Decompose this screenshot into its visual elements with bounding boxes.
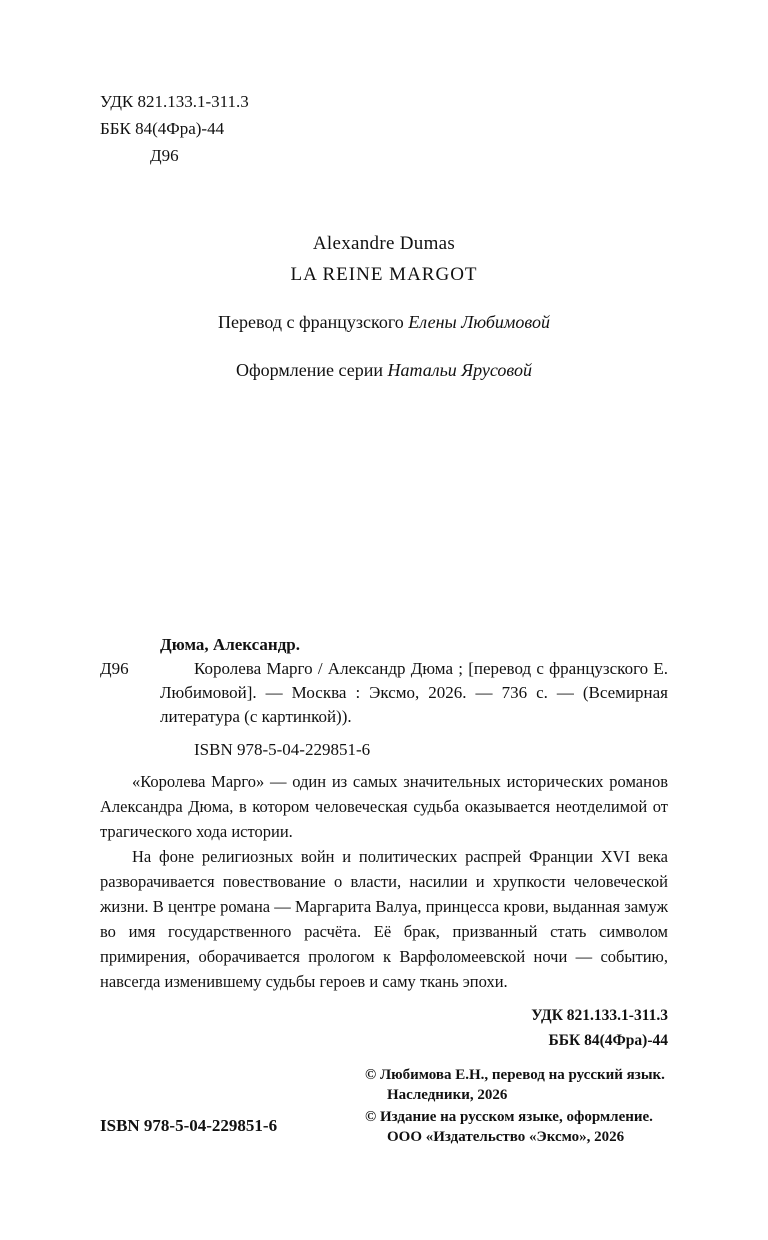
designer-name: Натальи Ярусовой bbox=[387, 360, 532, 380]
copyright-edition-line1: © Издание на русском языке, оформление. bbox=[365, 1109, 653, 1125]
series-design-credit bbox=[100, 360, 668, 381]
copyright-block bbox=[365, 1066, 668, 1150]
udk-code-right: УДК 821.133.1-311.3 bbox=[531, 1007, 668, 1024]
classification-codes-top bbox=[100, 88, 668, 169]
catalog-card bbox=[100, 633, 668, 762]
copyright-translation bbox=[365, 1066, 668, 1105]
bbk-code-top: ББК 84(4Фра)-44 bbox=[100, 119, 225, 138]
isbn-footer: ISBN 978-5-04-229851-6 bbox=[100, 1116, 278, 1135]
title-block bbox=[100, 233, 668, 381]
copyright-translation-line2: Наследники, 2026 bbox=[387, 1086, 508, 1103]
catalog-author-heading: Дюма, Александр. bbox=[160, 635, 301, 654]
translation-credit-prefix: Перевод с французского bbox=[218, 312, 409, 332]
copyright-edition-line2: ООО «Издательство «Эксмо», 2026 bbox=[387, 1128, 625, 1145]
catalog-entry-text: Королева Марго / Александр Дюма ; [перевод с французского Е. Любимовой]. — Москва : Эксмо, 2026. — 736 с. — (Всемирная литература (с картинкой)). bbox=[160, 659, 668, 726]
classification-codes-right bbox=[100, 1003, 668, 1053]
author-sign-catalog: Д96 bbox=[100, 659, 129, 678]
catalog-entry-row bbox=[100, 657, 668, 729]
original-author: Alexandre Dumas bbox=[312, 233, 456, 254]
original-title: LA REINE MARGOT bbox=[290, 264, 478, 285]
annotation bbox=[100, 769, 668, 994]
annotation-paragraph-1: «Королева Марго» — один из самых значительных исторических романов Александра Дюма, в котором человеческая судьба оказывается неотделимой от трагического хода истории. bbox=[100, 772, 668, 841]
copyright-translation-line1: © Любимова Е.Н., перевод на русский язык. bbox=[365, 1067, 665, 1083]
udk-code-top: УДК 821.133.1-311.3 bbox=[100, 92, 249, 111]
footer bbox=[100, 1066, 668, 1150]
translator-name: Елены Любимовой bbox=[408, 312, 550, 332]
copyright-edition bbox=[365, 1108, 668, 1147]
translation-credit bbox=[100, 312, 668, 333]
annotation-paragraph-2: На фоне религиозных войн и политических распрей Франции XVI века разворачивается повествование о власти, насилии и хрупкости человеческой жизни. В центре романа — Маргарита Валуа, принцесса крови, выданная замуж во имя государственного расчёта. Её брак, призванный стать символом примирения, оборачивается прологом к Варфоломеевской ночи — событию, навсегда изменившему судьбы героев и саму ткань эпохи. bbox=[100, 847, 668, 991]
isbn-catalog: ISBN 978-5-04-229851-6 bbox=[194, 740, 371, 759]
series-design-prefix: Оформление серии bbox=[236, 360, 388, 380]
bbk-code-right: ББК 84(4Фра)-44 bbox=[548, 1032, 668, 1049]
author-sign-top: Д96 bbox=[150, 146, 179, 165]
